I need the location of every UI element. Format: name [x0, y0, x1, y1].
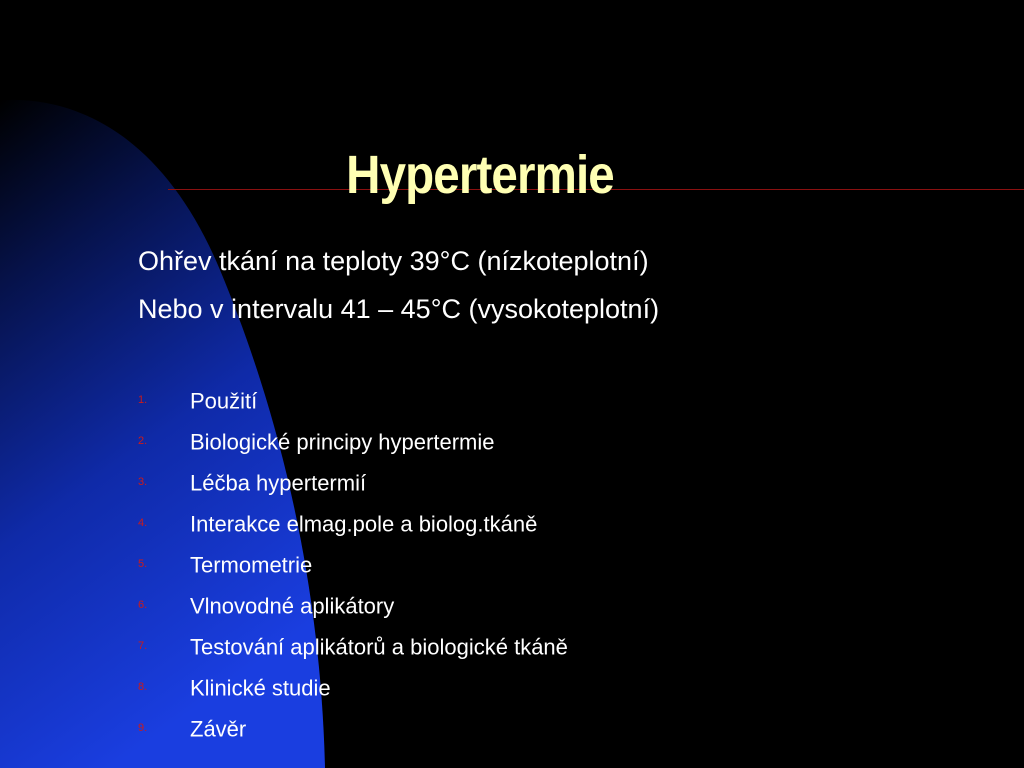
list-number: 7. — [138, 640, 148, 653]
list-label: Biologické principy hypertermie — [190, 429, 495, 455]
list-item — [138, 544, 568, 585]
list-label: Závěr — [190, 716, 247, 742]
list-number: 6. — [138, 599, 148, 612]
list-item — [138, 626, 568, 667]
list-item — [138, 503, 568, 544]
list-number: 1. — [138, 394, 148, 407]
list-number: 8. — [138, 681, 148, 694]
list-item — [138, 667, 568, 708]
table-of-contents — [138, 380, 568, 749]
list-item — [138, 585, 568, 626]
list-label: Testování aplikátorů a biologické tkáně — [190, 634, 568, 660]
list-item — [138, 421, 568, 462]
intro-text — [138, 237, 659, 333]
list-number: 3. — [138, 476, 148, 489]
intro-line: Nebo v intervalu 41 – 45°C (vysokoteplotní) — [138, 294, 660, 324]
list-label: Vlnovodné aplikátory — [190, 593, 395, 619]
list-item — [138, 708, 568, 749]
list-number: 2. — [138, 435, 148, 448]
slide-title: Hypertermie — [346, 145, 614, 205]
list-item — [138, 462, 568, 503]
list-label: Termometrie — [190, 552, 313, 578]
list-label: Interakce elmag.pole a biolog.tkáně — [190, 511, 538, 537]
list-label: Léčba hypertermií — [190, 470, 367, 496]
list-label: Klinické studie — [190, 675, 331, 701]
list-item — [138, 380, 568, 421]
list-label: Použití — [190, 388, 258, 414]
list-number: 4. — [138, 517, 148, 530]
list-number: 5. — [138, 558, 148, 571]
list-number: 9. — [138, 722, 148, 735]
intro-line: Ohřev tkání na teploty 39°C (nízkoteplotní) — [138, 246, 649, 276]
